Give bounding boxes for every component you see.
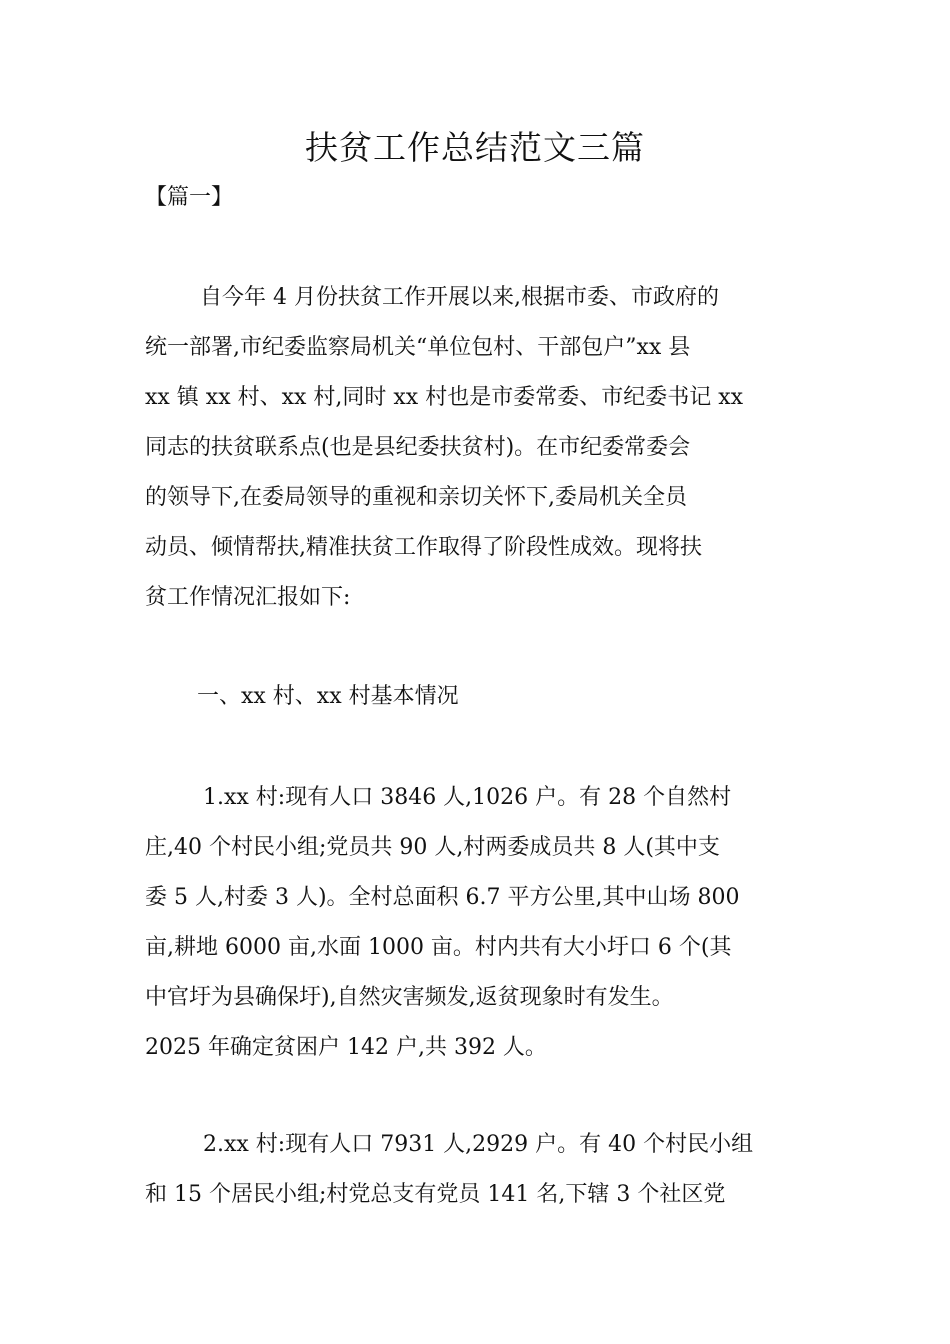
paragraph-line: 贫工作情况汇报如下: <box>145 585 351 610</box>
paragraph-line: 庄,40 个村民小组;党员共 90 人,村两委成员共 8 人(其中支 <box>145 835 720 860</box>
paragraph-line: xx 镇 xx 村、xx 村,同时 xx 村也是市委常委、市纪委书记 xx <box>145 385 744 410</box>
section-heading <box>145 672 825 722</box>
heading-line: 一、xx 村、xx 村基本情况 <box>197 684 459 709</box>
paragraph-line: 自今年 4 月份扶贫工作开展以来,根据市委、市政府的 <box>200 285 719 310</box>
paragraph-line: 2.xx 村:现有人口 7931 人,2929 户。有 40 个村民小组 <box>203 1132 754 1157</box>
paragraph-line: 和 15 个居民小组;村党总支有党员 141 名,下辖 3 个社区党 <box>145 1182 726 1207</box>
paragraph-line: 的领导下,在委局领导的重视和亲切关怀下,委局机关全员 <box>145 485 687 510</box>
paragraph-line: 2025 年确定贫困户 142 户,共 392 人。 <box>145 1035 547 1060</box>
village-2-paragraph <box>145 1120 825 1220</box>
paragraph-line: 中官圩为县确保圩),自然灾害频发,返贫现象时有发生。 <box>145 985 674 1010</box>
paragraph-line: 统一部署,市纪委监察局机关“单位包村、干部包户”xx 县 <box>145 335 691 360</box>
village-1-paragraph <box>145 773 825 1073</box>
paragraph-line: 亩,耕地 6000 亩,水面 1000 亩。村内共有大小圩口 6 个(其 <box>145 935 732 960</box>
paragraph-line: 动员、倾情帮扶,精准扶贫工作取得了阶段性成效。现将扶 <box>145 535 702 560</box>
intro-paragraph <box>145 273 825 623</box>
paragraph-line: 1.xx 村:现有人口 3846 人,1026 户。有 28 个自然村 <box>203 785 732 810</box>
section-label: 【篇一】 <box>145 185 234 210</box>
paragraph-line: 委 5 人,村委 3 人)。全村总面积 6.7 平方公里,其中山场 800 <box>145 885 740 910</box>
document-title: 扶贫工作总结范文三篇 <box>305 128 645 167</box>
paragraph-line: 同志的扶贫联系点(也是县纪委扶贫村)。在市纪委常委会 <box>145 435 691 460</box>
